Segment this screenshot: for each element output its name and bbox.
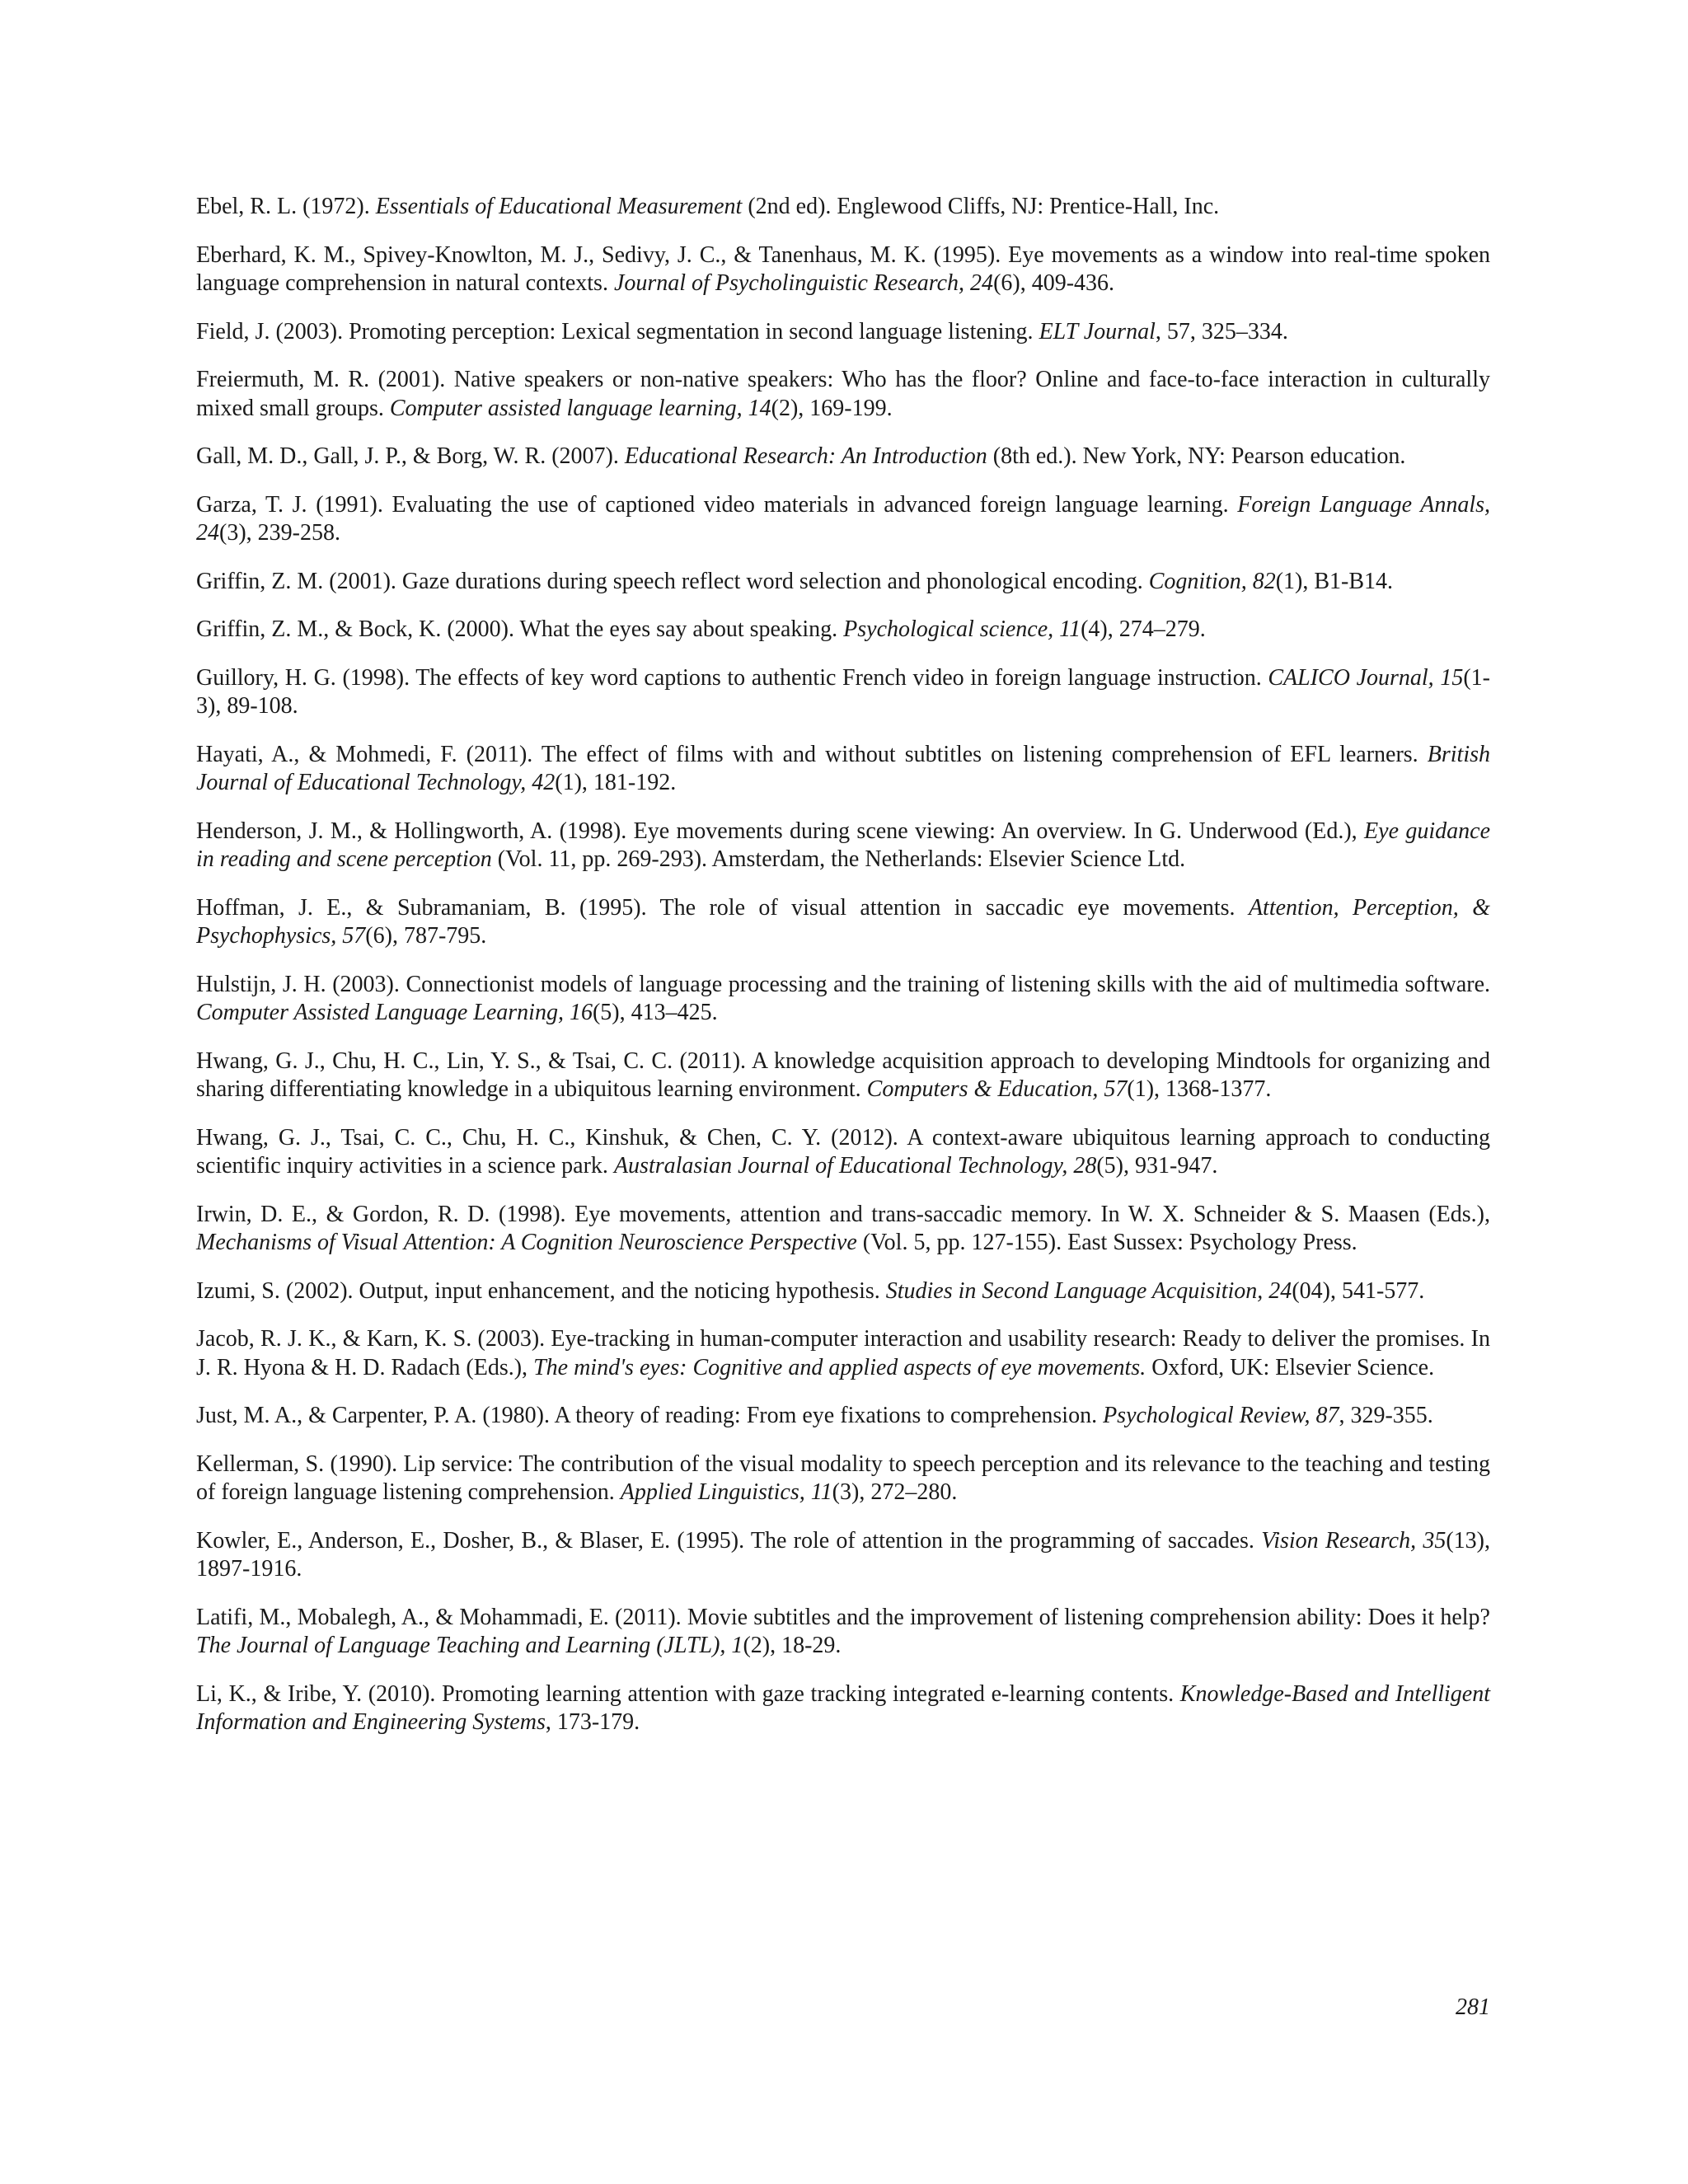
reference-text: Kellerman, S. (1990). Lip service: The contribution of the visual modality to speech perception and its relevance to the teaching and testing of foreign language listening comprehension.: [196, 1451, 1490, 1505]
reference-text: Guillory, H. G. (1998). The effects of key word captions to authentic French video in foreign language instruction.: [196, 664, 1268, 691]
reference-entry: [196, 241, 1490, 298]
reference-text: Henderson, J. M., & Hollingworth, A. (1998). Eye movements during scene viewing: An overview. In G. Underwood (Ed.),: [196, 818, 1365, 844]
reference-entry: [196, 193, 1490, 222]
reference-text: Li, K., & Iribe, Y. (2010). Promoting learning attention with gaze tracking integrated e-learning contents.: [196, 1680, 1180, 1707]
reference-text: Field, J. (2003). Promoting perception: Lexical segmentation in second language listening.: [196, 318, 1039, 344]
reference-text: Just, M. A., & Carpenter, P. A. (1980). A theory of reading: From eye fixations to comprehension.: [196, 1403, 1104, 1428]
reference-text: Griffin, Z. M. (2001). Gaze durations during speech reflect word selection and phonological encoding.: [196, 568, 1149, 594]
reference-text: (5), 413–425.: [592, 1000, 718, 1025]
reference-entry: [196, 1527, 1490, 1584]
reference-text: Ebel, R. L. (1972).: [196, 194, 376, 219]
reference-entry: [196, 318, 1490, 347]
reference-text: (1), 181-192.: [555, 770, 677, 795]
reference-source-title: Computer assisted language learning, 14: [389, 395, 771, 421]
reference-source-title: Cognition, 82: [1148, 568, 1276, 594]
reference-text: Eberhard, K. M., Spivey-Knowlton, M. J., Sedivy, J. C., & Tanenhaus, M. K. (1995). Eye movements as a window into real-time spoken language comprehension in natural contexts.: [196, 241, 1490, 296]
reference-source-title: The Journal of Language Teaching and Learning (JLTL), 1: [196, 1633, 743, 1658]
reference-entry: [196, 491, 1490, 548]
reference-source-title: ELT Journal: [1039, 318, 1156, 344]
reference-text: Freiermuth, M. R. (2001). Native speakers or non-native speakers: Who has the floor? Online and face-to-face interaction in culturally mixed small groups.: [196, 367, 1490, 421]
reference-entry: [196, 1680, 1490, 1737]
reference-text: (1-3), 89-108.: [196, 664, 1490, 719]
reference-entry: [196, 443, 1490, 471]
page-number: 281: [1456, 1994, 1490, 2020]
reference-text: Hwang, G. J., Chu, H. C., Lin, Y. S., & Tsai, C. C. (2011). A knowledge acquisition approach to developing Mindtools for organizing and sharing differentiating knowledge in a ubiquitous learning environment.: [196, 1047, 1490, 1102]
reference-text: Latifi, M., Mobalegh, A., & Mohammadi, E. (2011). Movie subtitles and the improvement of listening comprehension ability: Does it help?: [196, 1604, 1490, 1630]
reference-text: Oxford, UK: Elsevier Science.: [1146, 1354, 1435, 1380]
reference-text: Izumi, S. (2002). Output, input enhancement, and the noticing hypothesis.: [196, 1277, 886, 1304]
reference-source-title: Australasian Journal of Educational Technology, 28: [613, 1153, 1097, 1179]
reference-text: (1), B1-B14.: [1275, 568, 1394, 594]
reference-text: Griffin, Z. M., & Bock, K. (2000). What the eyes say about speaking.: [196, 616, 844, 642]
reference-text: Hoffman, J. E., & Subramaniam, B. (1995). The role of visual attention in saccadic eye movements.: [196, 894, 1249, 921]
reference-entry: [196, 894, 1490, 951]
reference-text: Jacob, R. J. K., & Karn, K. S. (2003). Eye-tracking in human-computer interaction and usability research: Ready to deliver the promises. In J. R. Hyona & H. D. Radach (Eds.),: [196, 1326, 1490, 1380]
reference-text: , 173-179.: [545, 1709, 640, 1735]
reference-entry: [196, 971, 1490, 1028]
reference-source-title: Vision Research, 35: [1261, 1527, 1447, 1554]
reference-source-title: The mind's eyes: Cognitive and applied aspects of eye movements.: [533, 1354, 1146, 1380]
reference-source-title: Studies in Second Language Acquisition, 24: [885, 1277, 1292, 1304]
reference-text: Hwang, G. J., Tsai, C. C., Chu, H. C., Kinshuk, & Chen, C. Y. (2012). A context-aware ubiquitous learning approach to conducting scientific inquiry activities in a science park.: [196, 1124, 1490, 1179]
reference-text: (2), 169-199.: [771, 395, 893, 421]
reference-text: Garza, T. J. (1991). Evaluating the use of captioned video materials in advanced foreign language learning.: [196, 491, 1238, 518]
reference-source-title: Mechanisms of Visual Attention: A Cognition Neuroscience Perspective: [196, 1230, 857, 1255]
reference-entry: [196, 1325, 1490, 1382]
reference-source-title: Attention, Perception, & Psychophysics, 57: [196, 894, 1490, 949]
reference-text: , 57, 325–334.: [1155, 318, 1288, 344]
reference-entry: [196, 1277, 1490, 1306]
reference-entry: [196, 741, 1490, 798]
reference-text: (1), 1368-1377.: [1127, 1076, 1272, 1102]
reference-text: (6), 409-436.: [993, 270, 1115, 296]
reference-entry: [196, 1451, 1490, 1507]
reference-source-title: Psychological Review, 87: [1103, 1403, 1339, 1428]
reference-list: [196, 193, 1490, 1757]
reference-entry: [196, 664, 1490, 721]
reference-text: (8th ed.). New York, NY: Pearson education.: [987, 443, 1406, 469]
reference-entry: [196, 1201, 1490, 1258]
reference-source-title: Psychological science, 11: [843, 616, 1081, 642]
reference-text: (4), 274–279.: [1081, 616, 1206, 642]
reference-source-title: Educational Research: An Introduction: [624, 443, 987, 469]
reference-text: (2nd ed). Englewood Cliffs, NJ: Prentice-Hall, Inc.: [742, 194, 1220, 219]
reference-entry: [196, 1402, 1490, 1431]
reference-text: (5), 931-947.: [1096, 1153, 1218, 1179]
reference-entry: [196, 366, 1490, 423]
reference-text: (04), 541-577.: [1292, 1277, 1425, 1304]
reference-text: Irwin, D. E., & Gordon, R. D. (1998). Eye movements, attention and trans-saccadic memory. In W. X. Schneider & S. Maasen (Eds.),: [196, 1201, 1490, 1227]
reference-text: Gall, M. D., Gall, J. P., & Borg, W. R. (2007).: [196, 443, 625, 469]
reference-source-title: Essentials of Educational Measurement: [375, 194, 743, 219]
reference-entry: [196, 616, 1490, 644]
reference-entry: [196, 1124, 1490, 1181]
reference-entry: [196, 1604, 1490, 1661]
reference-source-title: Journal of Psycholinguistic Research, 24: [613, 270, 994, 296]
reference-source-title: Eye guidance in reading and scene perception: [196, 818, 1491, 872]
reference-source-title: Foreign Language Annals, 24: [196, 491, 1490, 546]
reference-entry: [196, 568, 1490, 597]
reference-source-title: British Journal of Educational Technology, 42: [196, 741, 1490, 795]
reference-source-title: Knowledge-Based and Intelligent Information and Engineering Systems: [196, 1680, 1490, 1735]
reference-source-title: Computers & Education, 57: [866, 1076, 1128, 1102]
reference-text: (6), 787-795.: [365, 923, 487, 949]
reference-source-title: Computer Assisted Language Learning, 16: [196, 1000, 593, 1025]
reference-text: Kowler, E., Anderson, E., Dosher, B., & Blaser, E. (1995). The role of attention in the programming of saccades.: [196, 1527, 1262, 1554]
reference-text: (3), 272–280.: [832, 1479, 958, 1505]
reference-text: (3), 239-258.: [219, 520, 340, 546]
reference-text: Hulstijn, J. H. (2003). Connectionist models of language processing and the training of listening skills with the aid of multimedia software.: [196, 971, 1490, 997]
reference-text: (Vol. 11, pp. 269-293). Amsterdam, the Netherlands: Elsevier Science Ltd.: [491, 846, 1186, 872]
reference-text: Hayati, A., & Mohmedi, F. (2011). The effect of films with and without subtitles on listening comprehension of EFL learners.: [196, 741, 1428, 767]
reference-text: , 329-355.: [1339, 1403, 1433, 1428]
reference-source-title: Applied Linguistics, 11: [620, 1479, 832, 1505]
reference-source-title: CALICO Journal, 15: [1268, 664, 1464, 691]
reference-entry: [196, 818, 1490, 874]
reference-text: (2), 18-29.: [743, 1633, 842, 1658]
reference-text: (13), 1897-1916.: [196, 1527, 1491, 1582]
reference-entry: [196, 1047, 1490, 1104]
reference-text: (Vol. 5, pp. 127-155). East Sussex: Psychology Press.: [856, 1230, 1357, 1255]
